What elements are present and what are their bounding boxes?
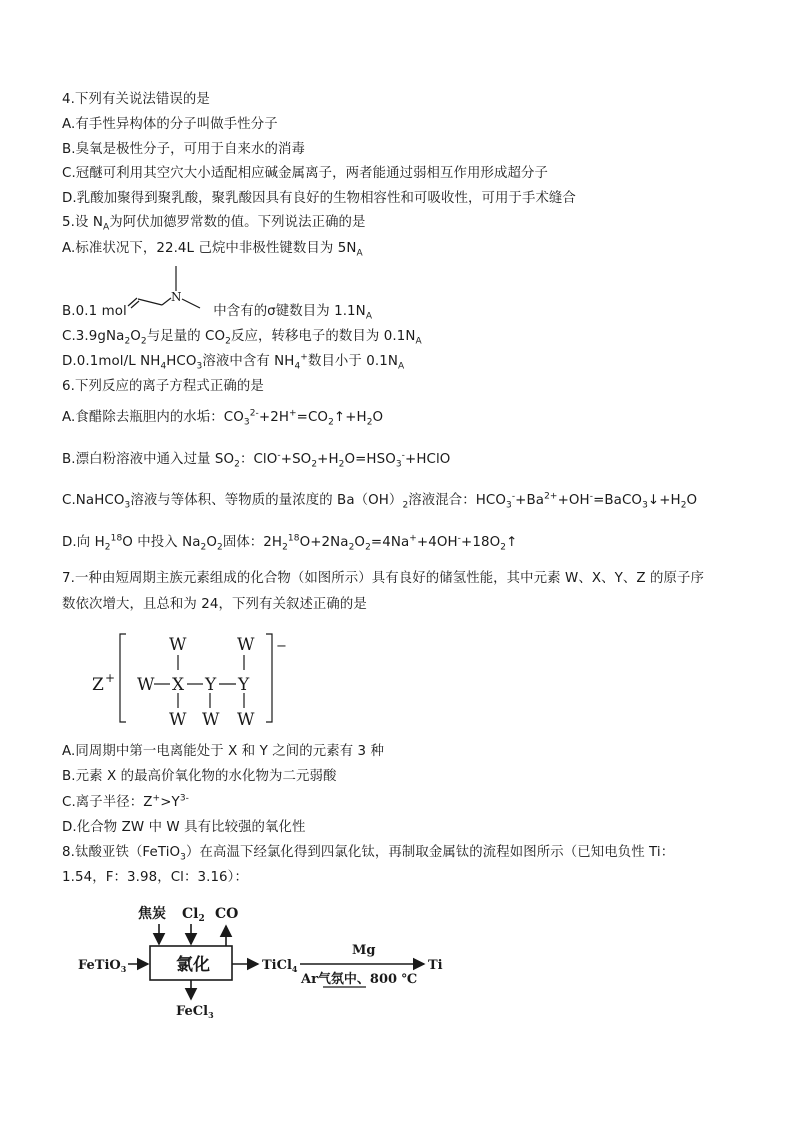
flow-condition-label: Ar气氛中、800 ℃ [301,972,418,987]
q5-option-a: A.标准状况下，22.4L 己烷中非极性键数目为 $5N_A$ [62,241,363,259]
q8-stem-line2: 1.54，F：3.98，Cl：3.16）： [62,870,248,885]
struct-w-bottom3: W [237,710,255,728]
flow-final-label: Ti [428,958,443,973]
q7-stem-line2: 数依次增大，且总和为 24，下列有关叙述正确的是 [62,597,367,612]
q4-option-a: A.有手性异构体的分子叫做手性分子 [62,117,278,132]
struct-charge: − [276,639,287,654]
q5-option-c: $C.3.9gNa_2O_2$与足量的 $CO_2$反应，转移电子的数目为 $0.1N_A$ [62,329,422,347]
flow-input-left: FeTiO$_3$ [78,958,127,974]
q7-structure-diagram [88,628,298,728]
q7-option-a: A.同周期中第一电离能处于 X 和 Y 之间的元素有 3 种 [62,744,385,759]
q8-flow-diagram [76,898,456,1024]
flow-cl2-label: $Cl_2$ [182,906,205,924]
dmf-structure [124,262,210,314]
flow-coke-label: 焦炭 [138,906,166,922]
q6-option-d: D.向 $H_2^{18}O$ 中投入 $Na_2O_2$固体：$2H_2^{18}O+2Na_2O_2=4Na^++4OH^-+18O_2↑$ [62,533,518,553]
struct-x: X [172,675,185,695]
struct-right-bracket [266,634,272,722]
flow-box-label: 氯化 [176,955,210,975]
q4-option-b: B.臭氧是极性分子，可用于自来水的消毒 [62,142,305,157]
flow-reagent-label: Mg [352,943,376,958]
struct-y1: Y [205,675,217,695]
q6-option-b: B.漂白粉溶液中通入过量 $SO_2$：$ClO^-+SO_2+H_2O=HSO_3^-+HClO$ [62,450,451,470]
struct-w-bottom1: W [169,710,187,728]
q4-option-d: D.乳酸加聚得到聚乳酸，聚乳酸因具有良好的生物相容性和可吸收性，可用于手术缝合 [62,191,576,206]
q8-stem-line1: 8.钛酸亚铁（FeTiO$_3$）在高温下经氯化得到四氯化钛，再制取金属钛的流程如图所示（已知电负性 Ti： [62,845,675,863]
q5-option-d: D.0.1mol/L $NH_4HCO_3$溶液中含有 $NH_4^+$数目小于 $0.1N_A$ [62,352,405,372]
struct-w-bottom2: W [202,710,220,728]
q5-option-b: B.0.1 mol 中含有的σ键数目为 $1.1N_A$ [62,304,373,322]
struct-z: Z [92,675,104,695]
struct-w-top-right: W [237,635,255,655]
struct-z-charge: + [105,671,116,685]
flow-output-bottom: FeCl$_3$ [176,1004,214,1020]
q5-stem: 5.设 $N_A$为阿伏加德罗常数的值。下列说法正确的是 [62,215,366,233]
q7-stem-line1: 7.一种由短周期主族元素组成的化合物（如图所示）具有良好的储氢性能，其中元素 W、X、Y、Z 的原子序 [62,571,704,586]
q6-option-a: A.食醋除去瓶胆内的水垢：$CO_3^{2-}+2H^+=CO_2↑+H_2O$ [62,408,384,428]
q7-option-b: B.元素 X 的最高价氧化物的水化物为二元弱酸 [62,769,337,784]
dmf-nitrogen-label: N [171,290,182,304]
flow-product-label: TiCl$_4$ [262,958,298,974]
q6-option-c: C.NaHCO$_3$溶液与等体积、等物质的量浓度的 $Ba(OH)_2$溶液混合：$HCO_3^-+Ba^{2+}+OH^-=BaCO_3↓+H_2O$ [62,491,698,511]
q4-stem: 4.下列有关说法错误的是 [62,92,210,107]
struct-y2: Y [238,675,250,695]
q6-stem: 6.下列反应的离子方程式正确的是 [62,379,264,394]
struct-left-bracket [120,634,126,722]
flow-co-label: CO [215,906,239,922]
q7-option-d: D.化合物 ZW 中 W 具有比较强的氧化性 [62,820,306,835]
q4-option-c: C.冠醚可利用其空穴大小适配相应碱金属离子，两者能通过弱相互作用形成超分子 [62,166,548,181]
struct-w-top: W [169,635,187,655]
struct-w-left: W [137,675,155,695]
q7-option-c: C.离子半径：$Z^+>Y^{3-}$ [62,793,189,810]
